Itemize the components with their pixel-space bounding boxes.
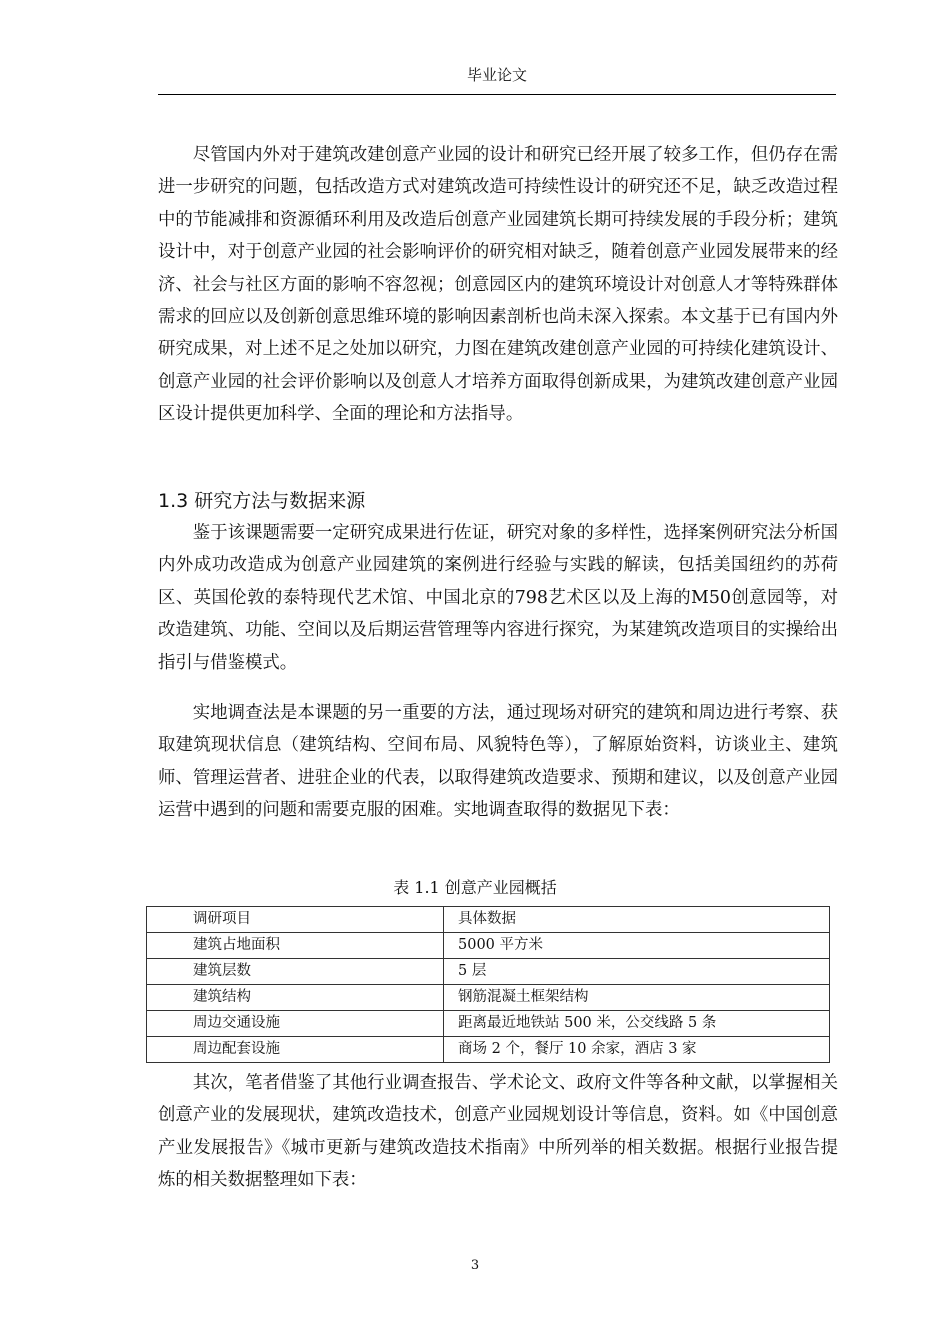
- table-row: [147, 1037, 830, 1063]
- paragraph-case-study-method: 鉴于该课题需要一定研究成果进行佐证，研究对象的多样性，选择案例研究法分析国内外成功改造成为创意产业园建筑的案例进行经验与实践的解读，包括美国纽约的苏荷区、英国伦敦的泰特现代艺术馆、中国北京的798艺术区以及上海的M50创意园等，对改造建筑、功能、空间以及后期运营管理等内容进行探究，为某建筑改造项目的实操给出指引与借鉴模式。: [158, 523, 838, 673]
- table-cell: 距离最近地铁站 500 米，公交线路 5 条: [444, 1011, 830, 1037]
- page-number: 3: [470, 1258, 480, 1273]
- table-cell: 钢筋混凝土框架结构: [444, 985, 830, 1011]
- table-cell: 商场 2 个，餐厅 10 余家，酒店 3 家: [444, 1037, 830, 1063]
- paragraph-field-survey-method: 实地调查法是本课题的另一重要的方法，通过现场对研究的建筑和周边进行考察、获取建筑现状信息（建筑结构、空间布局、风貌特色等），了解原始资料，访谈业主、建筑师、管理运营者、进驻企业的代表，以取得建筑改造要求、预期和建议，以及创意产业园运营中遇到的问题和需要克服的困难。实地调查取得的数据见下表：: [158, 703, 838, 821]
- table-cell: 周边交通设施: [147, 1011, 444, 1037]
- running-header: 毕业论文: [158, 60, 836, 95]
- table-cell: 5000 平方米: [444, 933, 830, 959]
- section-heading: 1.3 研究方法与数据来源: [158, 490, 366, 512]
- table-row: [147, 907, 830, 933]
- paragraph-research-gaps: 尽管国内外对于建筑改建创意产业园的设计和研究已经开展了较多工作，但仍存在需进一步研究的问题，包括改造方式对建筑改造可持续性设计的研究还不足，缺乏改造过程中的节能减排和资源循环利用及改造后创意产业园建筑长期可持续发展的手段分析；建筑设计中，对于创意产业园的社会影响评价的研究相对缺乏，随着创意产业园发展带来的经济、社会与社区方面的影响不容忽视；创意园区内的建筑环境设计对创意人才等特殊群体需求的回应以及创新创意思维环境的影响因素剖析也尚未深入探索。本文基于已有国内外研究成果，对上述不足之处加以研究，力图在建筑改建创意产业园的可持续化建筑设计、创意产业园的社会评价影响以及创意人才培养方面取得创新成果，为建筑改建创意产业园区设计提供更加科学、全面的理论和方法指导。: [158, 145, 838, 425]
- table-row: [147, 959, 830, 985]
- table-row: [147, 933, 830, 959]
- table-cell: 建筑层数: [147, 959, 444, 985]
- table-cell: 建筑占地面积: [147, 933, 444, 959]
- table-cell: 具体数据: [444, 907, 830, 933]
- table-row: [147, 1011, 830, 1037]
- table-row: [147, 985, 830, 1011]
- survey-data-table: [146, 906, 830, 1063]
- table-caption: 表 1.1 创意产业园概括: [393, 878, 557, 897]
- table-cell: 5 层: [444, 959, 830, 985]
- table-cell: 建筑结构: [147, 985, 444, 1011]
- table-cell: 调研项目: [147, 907, 444, 933]
- paragraph-literature-method: 其次，笔者借鉴了其他行业调查报告、学术论文、政府文件等各种文献，以掌握相关创意产业的发展现状，建筑改造技术，创意产业园规划设计等信息，资料。如《中国创意产业发展报告》《城市更新与建筑改造技术指南》中所列举的相关数据。根据行业报告提炼的相关数据整理如下表：: [158, 1073, 838, 1191]
- table-cell: 周边配套设施: [147, 1037, 444, 1063]
